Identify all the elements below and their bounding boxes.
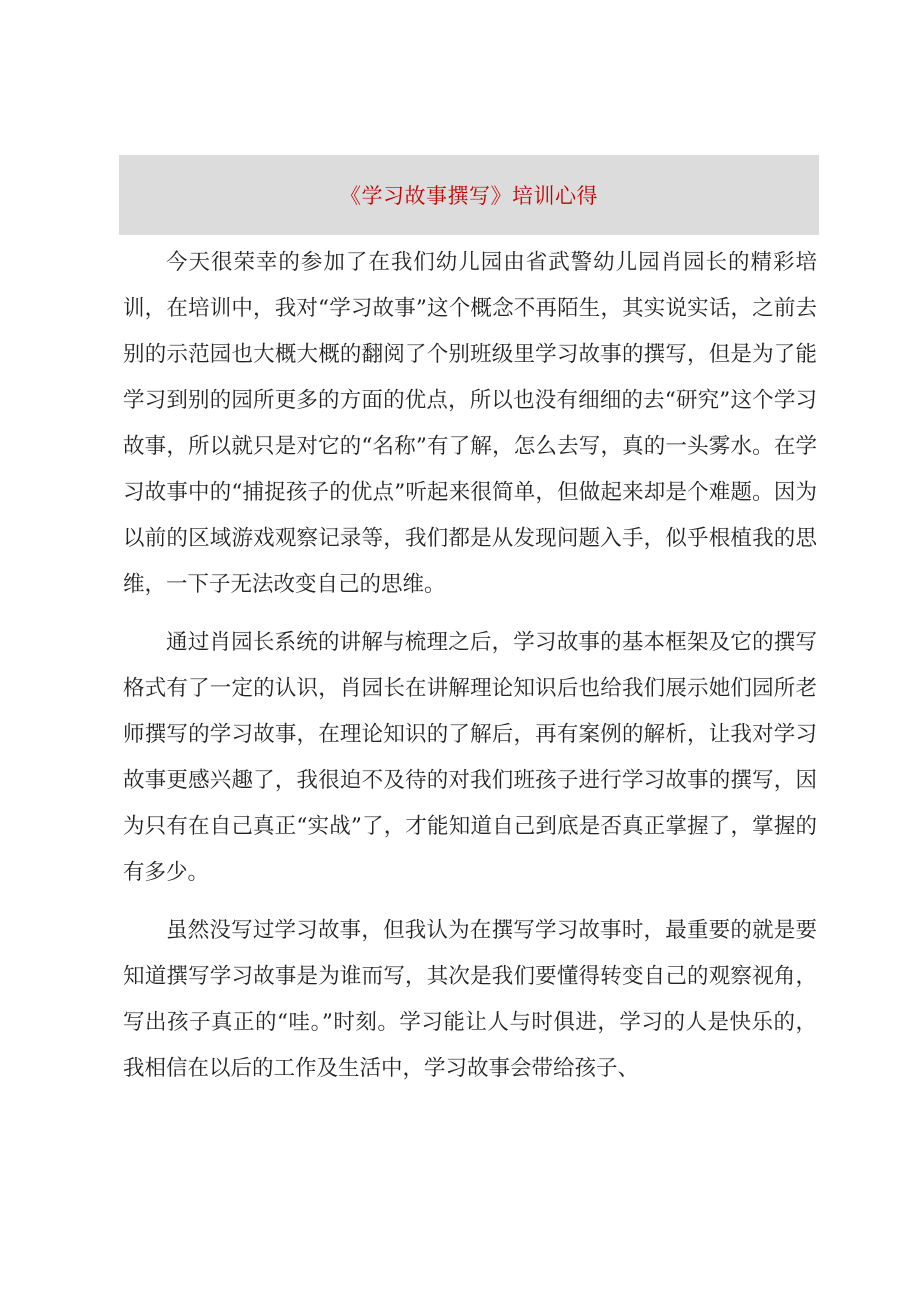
paragraph: 虽然没写过学习故事，但我认为在撰写学习故事时，最重要的就是要知道撰写学习故事是为谁而写，其次是我们要懂得转变自己的观察视角，写出孩子真正的“哇。”时刻。学习能让人与时俱进，学习的人是快乐的，我相信在以后的工作及生活中，学习故事会带给孩子、 — [123, 918, 817, 1081]
document-body — [123, 240, 817, 1104]
document-title: 《学习故事撰写》培训心得 — [340, 184, 598, 208]
paragraph: 今天很荣幸的参加了在我们幼儿园由省武警幼儿园肖园长的精彩培训，在培训中，我对“学习故事”这个概念不再陌生，其实说实话，之前去别的示范园也大概大概的翻阅了个别班级里学习故事的撰写，但是为了能学习到别的园所更多的方面的优点，所以也没有细细的去“研究”这个学习故事，所以就只是对它的“名称”有了解，怎么去写，真的一头雾水。在学习故事中的“捕捉孩子的优点”听起来很简单，但做起来却是个难题。因为以前的区域游戏观察记录等，我们都是从发现问题入手，似乎根植我的思维，一下子无法改变自己的思维。 — [123, 250, 817, 597]
title-banner — [119, 155, 819, 235]
paragraph: 通过肖园长系统的讲解与梳理之后，学习故事的基本框架及它的撰写格式有了一定的认识，肖园长在讲解理论知识后也给我们展示她们园所老师撰写的学习故事，在理论知识的了解后，再有案例的解析，让我对学习故事更感兴趣了，我很迫不及待的对我们班孩子进行学习故事的撰写，因为只有在自己真正“实战”了，才能知道自己到底是否真正掌握了，掌握的有多少。 — [123, 630, 817, 885]
